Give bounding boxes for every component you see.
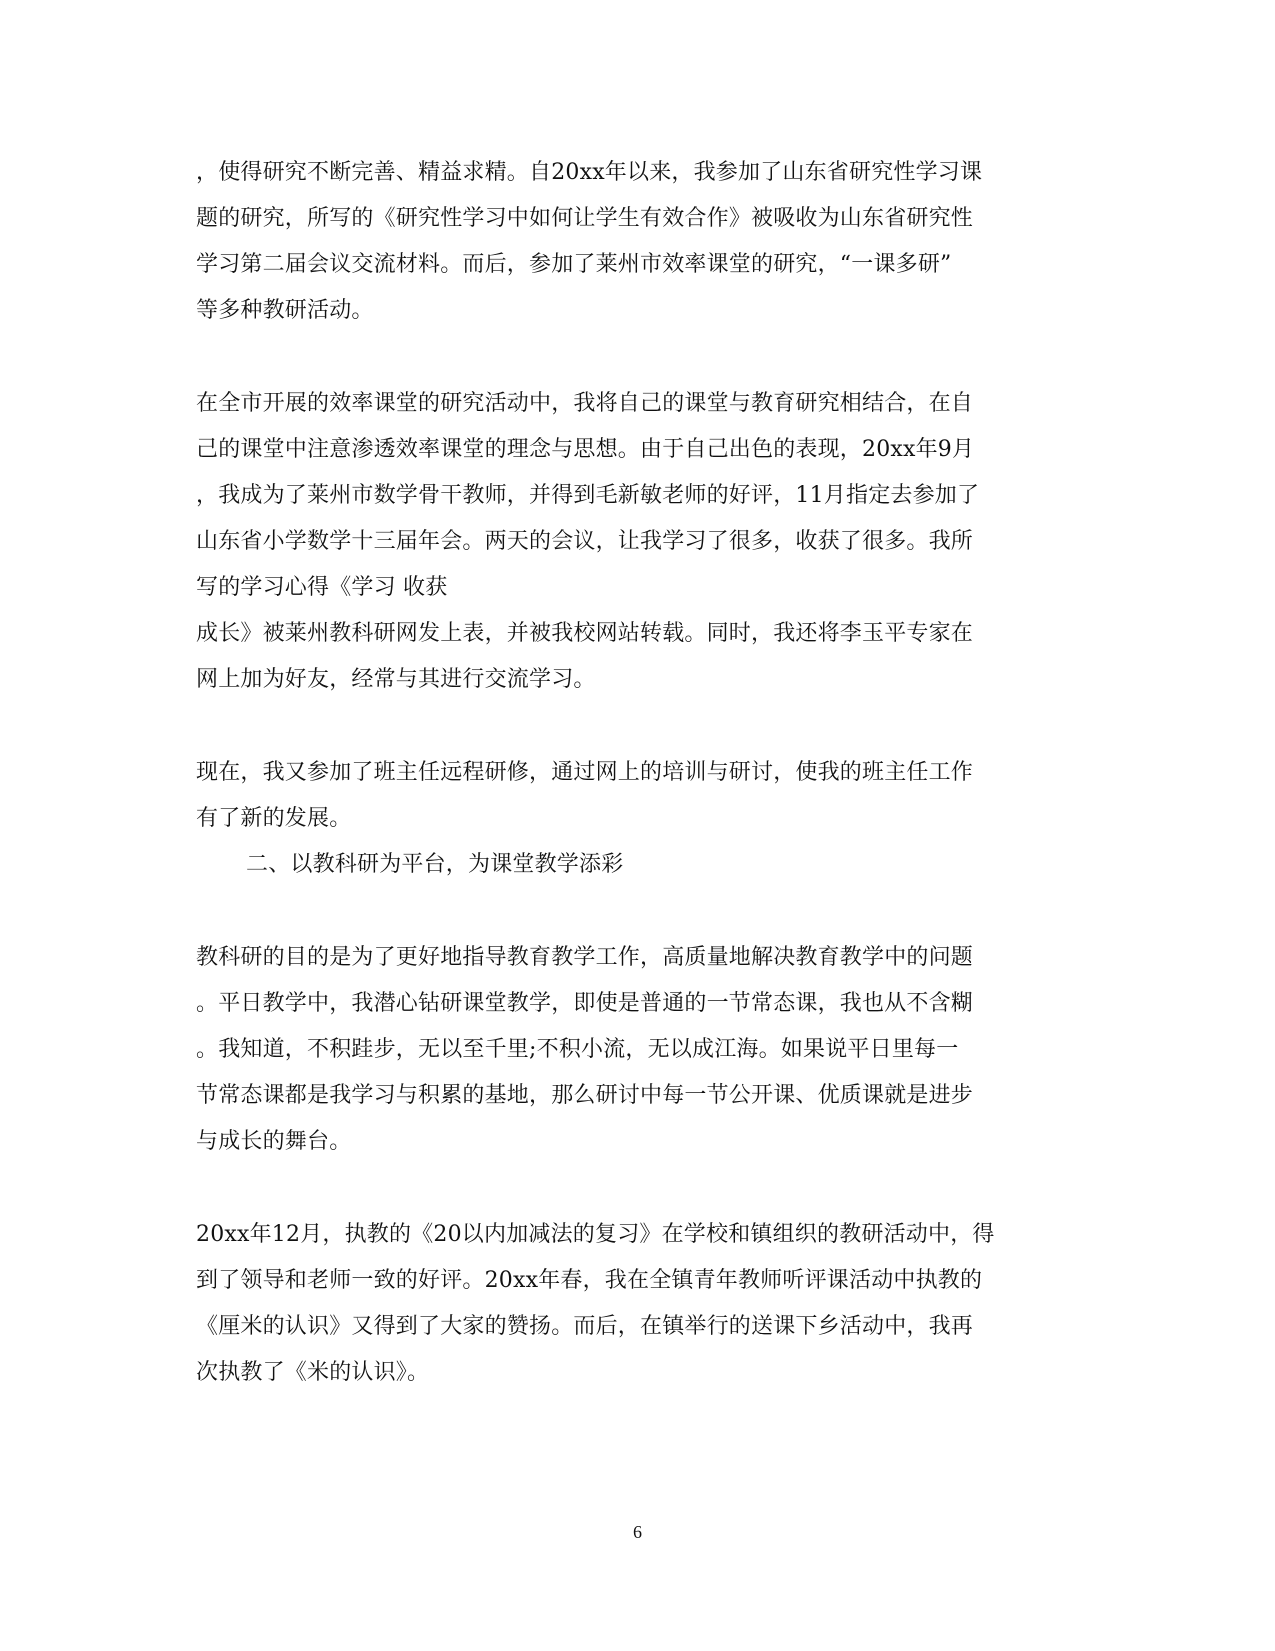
paragraph-2-line-5: 写的学习心得《学习 收获 xyxy=(196,575,448,600)
paragraph-4-line-3: 。我知道，不积跬步，无以至千里;不积小流，无以成江海。如果说平日里每一 xyxy=(196,1037,959,1062)
paragraph-5-line-2: 到了领导和老师一致的好评。20xx年春，我在全镇青年教师听评课活动中执教的 xyxy=(196,1268,983,1293)
paragraph-2-line-4: 山东省小学数学十三届年会。两天的会议，让我学习了很多，收获了很多。我所 xyxy=(196,529,974,554)
paragraph-1-line-4: 等多种教研活动。 xyxy=(196,298,374,323)
paragraph-5-line-3: 《厘米的认识》又得到了大家的赞扬。而后，在镇举行的送课下乡活动中，我再 xyxy=(196,1314,974,1339)
paragraph-4-line-1: 教科研的目的是为了更好地指导教育教学工作，高质量地解决教育教学中的问题 xyxy=(196,945,974,970)
page-number: 6 xyxy=(633,1522,642,1542)
paragraph-5-line-4: 次执教了《米的认识》。 xyxy=(196,1360,430,1385)
paragraph-1-line-3: 学习第二届会议交流材料。而后，参加了莱州市效率课堂的研究，“一课多研” xyxy=(196,252,952,277)
paragraph-2-line-2: 己的课堂中注意渗透效率课堂的理念与思想。由于自己出色的表现，20xx年9月 xyxy=(196,437,975,462)
paragraph-2-line-1: 在全市开展的效率课堂的研究活动中，我将自己的课堂与教育研究相结合，在自 xyxy=(196,391,974,416)
paragraph-1-line-2: 题的研究，所写的《研究性学习中如何让学生有效合作》被吸收为山东省研究性 xyxy=(196,206,974,231)
paragraph-3-line-2: 有了新的发展。 xyxy=(196,806,352,831)
paragraph-4-line-5: 与成长的舞台。 xyxy=(196,1129,352,1154)
paragraph-4-line-4: 节常态课都是我学习与积累的基地，那么研讨中每一节公开课、优质课就是进步 xyxy=(196,1083,974,1108)
paragraph-2-line-7: 网上加为好友，经常与其进行交流学习。 xyxy=(196,667,596,692)
paragraph-5-line-1: 20xx年12月，执教的《20以内加减法的复习》在学校和镇组织的教研活动中，得 xyxy=(196,1222,995,1247)
paragraph-4-line-2: 。平日教学中，我潜心钻研课堂教学，即使是普通的一节常态课，我也从不含糊 xyxy=(196,991,974,1016)
paragraph-1-line-1: ，使得研究不断完善、精益求精。自20xx年以来，我参加了山东省研究性学习课 xyxy=(196,160,983,185)
section-heading: 二、以教科研为平台，为课堂教学添彩 xyxy=(246,852,624,877)
paragraph-2-line-6: 成长》被莱州教科研网发上表，并被我校网站转载。同时，我还将李玉平专家在 xyxy=(196,621,974,646)
paragraph-3-line-1: 现在，我又参加了班主任远程研修，通过网上的培训与研讨，使我的班主任工作 xyxy=(196,760,974,785)
paragraph-2-line-3: ，我成为了莱州市数学骨干教师，并得到毛新敏老师的好评，11月指定去参加了 xyxy=(196,483,980,508)
